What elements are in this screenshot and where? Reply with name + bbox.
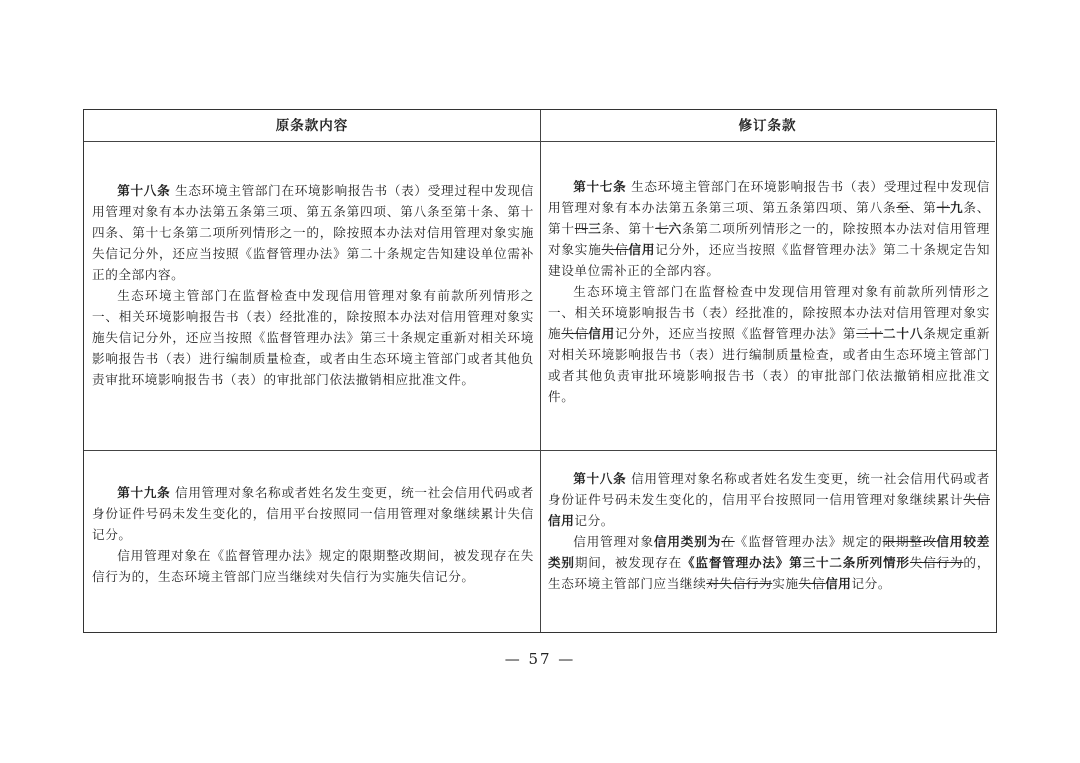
text-segment: 记分。	[574, 513, 614, 528]
deleted-text: 失信行为	[909, 555, 964, 570]
article-text: 信用管理对象名称或者姓名发生变更，统一社会信用代码或者身份证件号码未发生变化的，信用平台按照同一信用管理对象继续累计失信记分。	[92, 485, 534, 542]
row1-revised-para2	[548, 281, 990, 407]
inserted-text: 二十八	[883, 326, 924, 341]
row2-original-para1	[92, 482, 534, 545]
header-original: 原条款内容	[84, 110, 540, 142]
inserted-text: 九	[950, 200, 964, 215]
text-segment: 《监督管理办法》规定的	[734, 534, 883, 549]
deleted-text: 三十	[856, 326, 884, 341]
text-segment: 条、第十	[548, 200, 990, 236]
inserted-text: 信用	[588, 326, 616, 341]
text-segment: 信用管理对象	[573, 534, 654, 549]
text-segment: 记分。	[851, 576, 892, 591]
text-segment: 生态环境主管部门在监督检查中发现信用管理对象有前款所列情形之一、相关环境影响报告书（表）经批准的，除按照本办法对信用管理对象实施	[548, 284, 990, 341]
deleted-text: 四	[574, 221, 589, 236]
article-number: 第十八条	[573, 471, 627, 486]
inserted-text: 信用	[628, 242, 656, 257]
inserted-text: 信用较差类别	[548, 534, 990, 570]
text-segment: 条、第十	[601, 221, 656, 236]
inserted-text: 信用	[825, 576, 852, 591]
page-number: — 57 —	[504, 650, 576, 668]
deleted-text: 至	[896, 200, 910, 215]
inserted-text: 信用	[548, 513, 575, 528]
column-divider	[540, 110, 541, 632]
article-number: 第十八条	[117, 183, 171, 198]
text-segment: 期间，被发现存在	[574, 555, 683, 570]
text-segment: 记分外，还应当按照《监督管理办法》第二十条规定告知建设单位需补正的全部内容。	[548, 242, 991, 278]
inserted-text: 信用类别为	[653, 534, 722, 549]
text-segment: 生态环境主管部门在环境影响报告书（表）受理过程中发现信用管理对象有本办法第五条第三项、第五条第四项、第八条	[548, 179, 990, 215]
inserted-text: 六	[668, 221, 683, 236]
row2-revised-para2	[548, 531, 990, 594]
text-segment: 信用管理对象名称或者姓名发生变更，统一社会信用代码或者身份证件号码未发生变化的，信用平台按照同一信用管理对象继续累计	[548, 471, 990, 507]
comparison-table	[83, 109, 997, 633]
deleted-text: 七	[655, 221, 669, 236]
row2-original-cell	[92, 482, 534, 587]
row1-original-cell	[92, 180, 534, 390]
row1-original-para2: 生态环境主管部门在监督检查中发现信用管理对象有前款所列情形之一、相关环境影响报告书（表）经批准的，除按照本办法对信用管理对象实施失信记分外，还应当按照《监督管理办法》第三十条规定重新对相关环境影响报告书（表）进行编制质量检查，或者由生态环境主管部门或者其他负责审批环境影响报告书（表）的审批部门依法撤销相应批准文件。	[92, 288, 534, 387]
row2-revised-cell	[548, 468, 990, 594]
deleted-text: 十	[936, 200, 950, 215]
inserted-text: 三	[588, 221, 602, 236]
article-number: 第十九条	[117, 485, 171, 500]
deleted-text: 失信	[798, 576, 826, 591]
inserted-text: 《监督管理办法》第三十二条所列情形	[682, 555, 910, 570]
text-segment: 条第二项所列情形之一的，除按照本办法对信用管理对象实施	[548, 221, 990, 257]
deleted-text: 失信	[963, 492, 990, 507]
article-text: 生态环境主管部门在环境影响报告书（表）受理过程中发现信用管理对象有本办法第五条第三项、第五条第四项、第八条至第十条、第十四条、第十七条第二项所列情形之一的，除按照本办法对信用管理对象实施失信记分外，还应当按照《监督管理办法》第二十条规定告知建设单位需补正的全部内容。	[92, 183, 534, 282]
text-segment: 记分外，还应当按照《监督管理办法》第	[615, 326, 857, 341]
article-number: 第十七条	[573, 179, 627, 194]
deleted-text: 失信	[561, 326, 589, 341]
row2-revised-para1	[548, 468, 990, 531]
deleted-text: 限期整改	[882, 534, 937, 549]
text-segment: 条规定重新对相关环境影响报告书（表）进行编制质量检查，或者由生态环境主管部门或者其他负责审批环境影响报告书（表）的审批部门依法撤销相应批准文件。	[548, 326, 991, 404]
row1-revised-cell	[548, 176, 990, 407]
deleted-text: 对失信行为	[706, 576, 773, 591]
text-segment: 实施	[772, 576, 799, 591]
row1-revised-para1	[548, 176, 990, 281]
deleted-text: 在	[721, 534, 735, 549]
text-segment: 的，生态环境主管部门应当继续	[548, 555, 991, 591]
deleted-text: 失信	[601, 242, 629, 257]
row-divider	[84, 450, 996, 451]
text-segment: 、第	[909, 200, 937, 215]
header-revised: 修订条款	[540, 110, 995, 142]
row1-original-para1	[92, 180, 534, 285]
row2-original-para2: 信用管理对象在《监督管理办法》规定的限期整改期间，被发现存在失信行为的，生态环境主管部门应当继续对失信行为实施失信记分。	[92, 548, 534, 584]
